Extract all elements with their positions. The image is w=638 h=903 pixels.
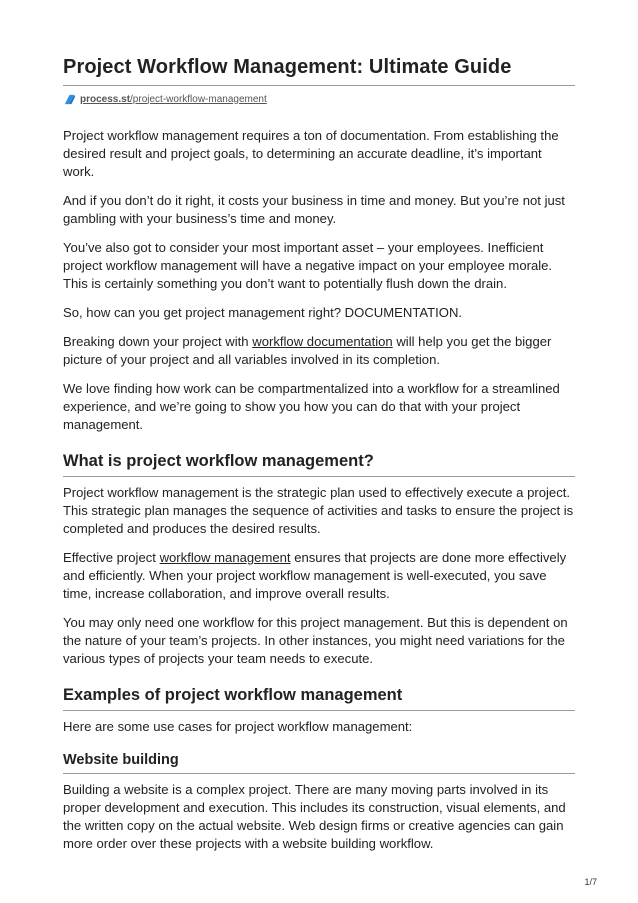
subsection-heading-block bbox=[63, 752, 575, 774]
workflow-documentation-link[interactable]: workflow documentation bbox=[252, 334, 393, 349]
page-title: Project Workflow Management: Ultimate Guide bbox=[63, 56, 575, 86]
intro-p5-text-before: Breaking down your project with bbox=[63, 334, 253, 349]
intro-paragraph-1: Project workflow management requires a ton of documentation. From establishing the desired result and project goals, to determining an accurate deadline, it’s important work. bbox=[63, 128, 559, 179]
source-line bbox=[63, 92, 575, 106]
section1-p2-text-after: ensures that projects are done more effectively and efficiently. When your project workflow management is well-executed, you save time, increase collaboration, and improve overall results. bbox=[63, 550, 567, 601]
intro-paragraph-5 bbox=[63, 333, 575, 369]
intro-paragraph-2: And if you don’t do it right, it costs your business in time and money. But you’re not just gambling with your business’s time and money. bbox=[63, 193, 565, 226]
section-heading-what-is: What is project workflow management? bbox=[63, 452, 575, 477]
section1-p2-text-before: Effective project bbox=[63, 550, 160, 565]
source-link[interactable] bbox=[80, 94, 267, 105]
subsection-heading-website-building: Website building bbox=[63, 752, 575, 774]
intro-paragraph-4: So, how can you get project management right? DOCUMENTATION. bbox=[63, 305, 463, 320]
intro-paragraph-3: You’ve also got to consider your most important asset – your employees. Inefficient project workflow management will have a negative impact on your employee morale. This is certainly something you don’t want to potentially flush down the drain. bbox=[63, 240, 553, 291]
intro-paragraph-6: We love finding how work can be compartmentalized into a workflow for a streamlined experience, and we’re going to show you how you can do that with your project management. bbox=[63, 381, 560, 432]
source-path: /project-workflow-management bbox=[130, 93, 267, 105]
intro-p5-text-after: will help you get the bigger picture of your project and all variables involved in its completion. bbox=[63, 334, 552, 367]
page-number: 1/7 bbox=[584, 877, 597, 887]
article-body bbox=[63, 127, 575, 853]
source-domain: process.st bbox=[80, 93, 131, 105]
workflow-management-link[interactable]: workflow management bbox=[159, 550, 291, 565]
section2-paragraph-1: Here are some use cases for project workflow management: bbox=[63, 719, 413, 734]
section-heading-block bbox=[63, 686, 575, 711]
document-page bbox=[63, 56, 575, 864]
subsection-paragraph-1: Building a website is a complex project. There are many moving parts involved in its proper development and execution. This includes its construction, visual elements, and the written copy on the actual website. Web design firms or creative agencies can gain more order over these projects with a website building workflow. bbox=[63, 782, 566, 851]
section1-paragraph-1: Project workflow management is the strategic plan used to effectively execute a project. This strategic plan manages the sequence of activities and tasks to ensure the project is completed and produces the desired results. bbox=[63, 485, 574, 536]
section-heading-examples: Examples of project workflow management bbox=[63, 686, 575, 711]
section-heading-block bbox=[63, 452, 575, 477]
process-street-logo-icon bbox=[63, 93, 76, 106]
section1-paragraph-3: You may only need one workflow for this project management. But this is dependent on the nature of your team’s projects. In other instances, you might need variations for the various types of projects your team needs to execute. bbox=[63, 615, 568, 666]
section1-paragraph-2 bbox=[63, 549, 575, 603]
